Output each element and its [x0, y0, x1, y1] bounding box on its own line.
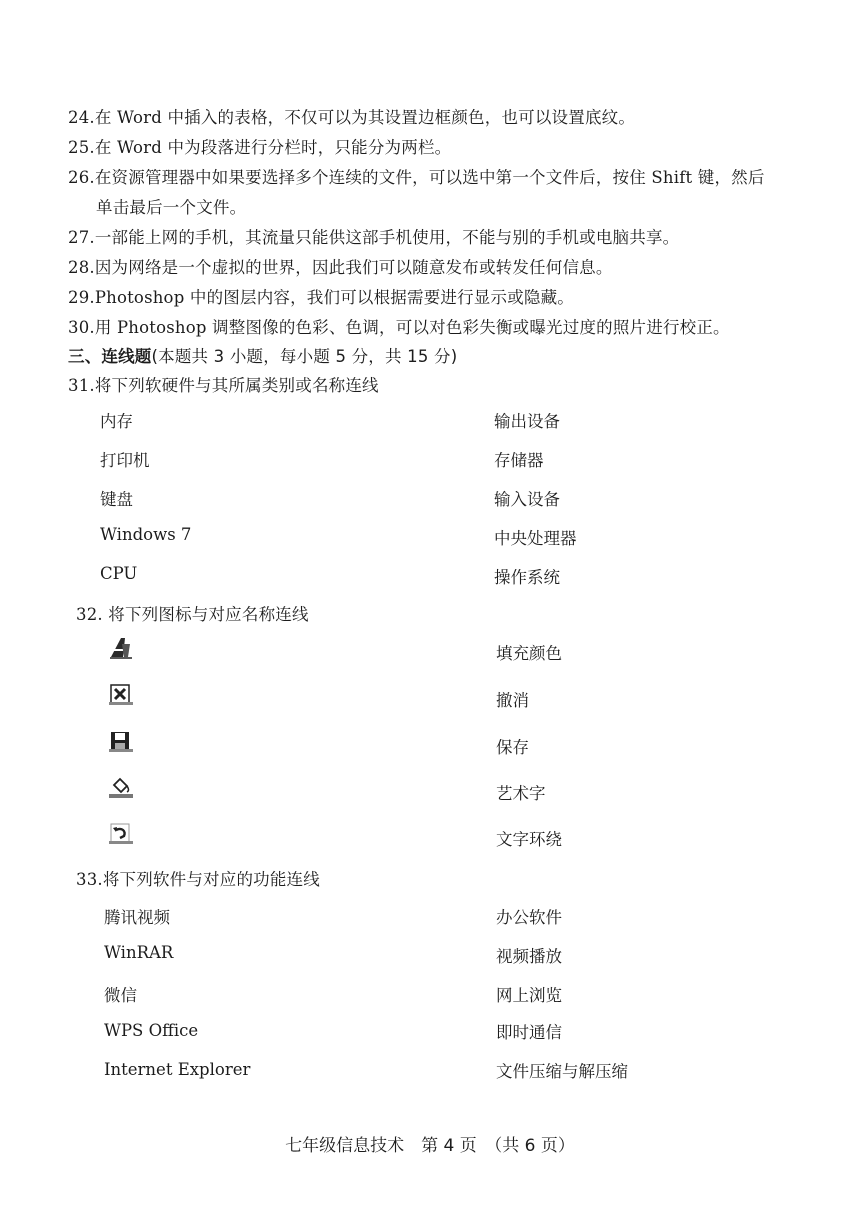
q31-right-item: 中央处理器 [494, 529, 577, 548]
section-3-title: 三、连线题 [68, 347, 152, 366]
q31-right-item: 存储器 [494, 451, 544, 470]
statement-30: 30.用 Photoshop 调整图像的色彩、色调，可以对色彩失衡或曝光过度的照片进行校正。 [68, 318, 730, 337]
wordart-icon [108, 636, 134, 660]
q33-left-item: 腾讯视频 [104, 908, 170, 927]
q31-left-item: 打印机 [100, 451, 150, 470]
page-footer: 七年级信息技术 第 4 页 （共 6 页） [285, 1136, 575, 1156]
statement-26-continued: 单击最后一个文件。 [96, 198, 247, 217]
q33-right-item: 视频播放 [496, 947, 562, 966]
q31-left-item: Windows 7 [100, 525, 192, 544]
statement-26: 26.在资源管理器中如果要选择多个连续的文件，可以选中第一个文件后，按住 Shift 键，然后 [68, 168, 765, 187]
q33-left-item: 微信 [104, 986, 137, 1005]
q31-right-item: 输入设备 [494, 490, 560, 509]
undo-icon [108, 822, 134, 846]
q33-right-item: 即时通信 [496, 1023, 562, 1042]
q33-right-item: 文件压缩与解压缩 [496, 1062, 628, 1081]
q33-left-item: WPS Office [104, 1021, 199, 1040]
q31-left-item: 内存 [100, 412, 133, 431]
question-33-prompt: 33.将下列软件与对应的功能连线 [76, 870, 320, 889]
section-3-note: (本题共 3 小题，每小题 5 分，共 15 分) [151, 347, 458, 366]
question-32-prompt: 32. 将下列图标与对应名称连线 [76, 605, 309, 624]
q33-right-item: 网上浏览 [496, 986, 562, 1005]
statement-25: 25.在 Word 中为段落进行分栏时，只能分为两栏。 [68, 138, 452, 157]
q31-right-item: 操作系统 [494, 568, 560, 587]
q32-right-item: 文字环绕 [496, 830, 562, 849]
q31-left-item: CPU [100, 564, 138, 583]
q33-right-item: 办公软件 [496, 908, 562, 927]
section-3-heading [68, 343, 457, 367]
fill-color-icon [108, 776, 134, 800]
q31-left-item: 键盘 [100, 490, 133, 509]
q33-left-item: Internet Explorer [104, 1060, 251, 1079]
statement-28: 28.因为网络是一个虚拟的世界，因此我们可以随意发布或转发任何信息。 [68, 258, 613, 277]
statement-27: 27.一部能上网的手机，其流量只能供这部手机使用，不能与别的手机或电脑共享。 [68, 228, 680, 247]
q32-right-item: 填充颜色 [496, 644, 562, 663]
q33-left-item: WinRAR [104, 943, 174, 962]
save-icon [108, 730, 134, 754]
q32-right-item: 撤消 [496, 691, 529, 710]
text-wrap-icon [108, 683, 134, 707]
statement-24: 24.在 Word 中插入的表格，不仅可以为其设置边框颜色，也可以设置底纹。 [68, 108, 636, 127]
q32-right-item: 艺术字 [496, 784, 546, 803]
statement-29: 29.Photoshop 中的图层内容，我们可以根据需要进行显示或隐藏。 [68, 288, 575, 307]
q31-right-item: 输出设备 [494, 412, 560, 431]
q32-right-item: 保存 [496, 738, 529, 757]
question-31-prompt: 31.将下列软硬件与其所属类别或名称连线 [68, 376, 379, 395]
